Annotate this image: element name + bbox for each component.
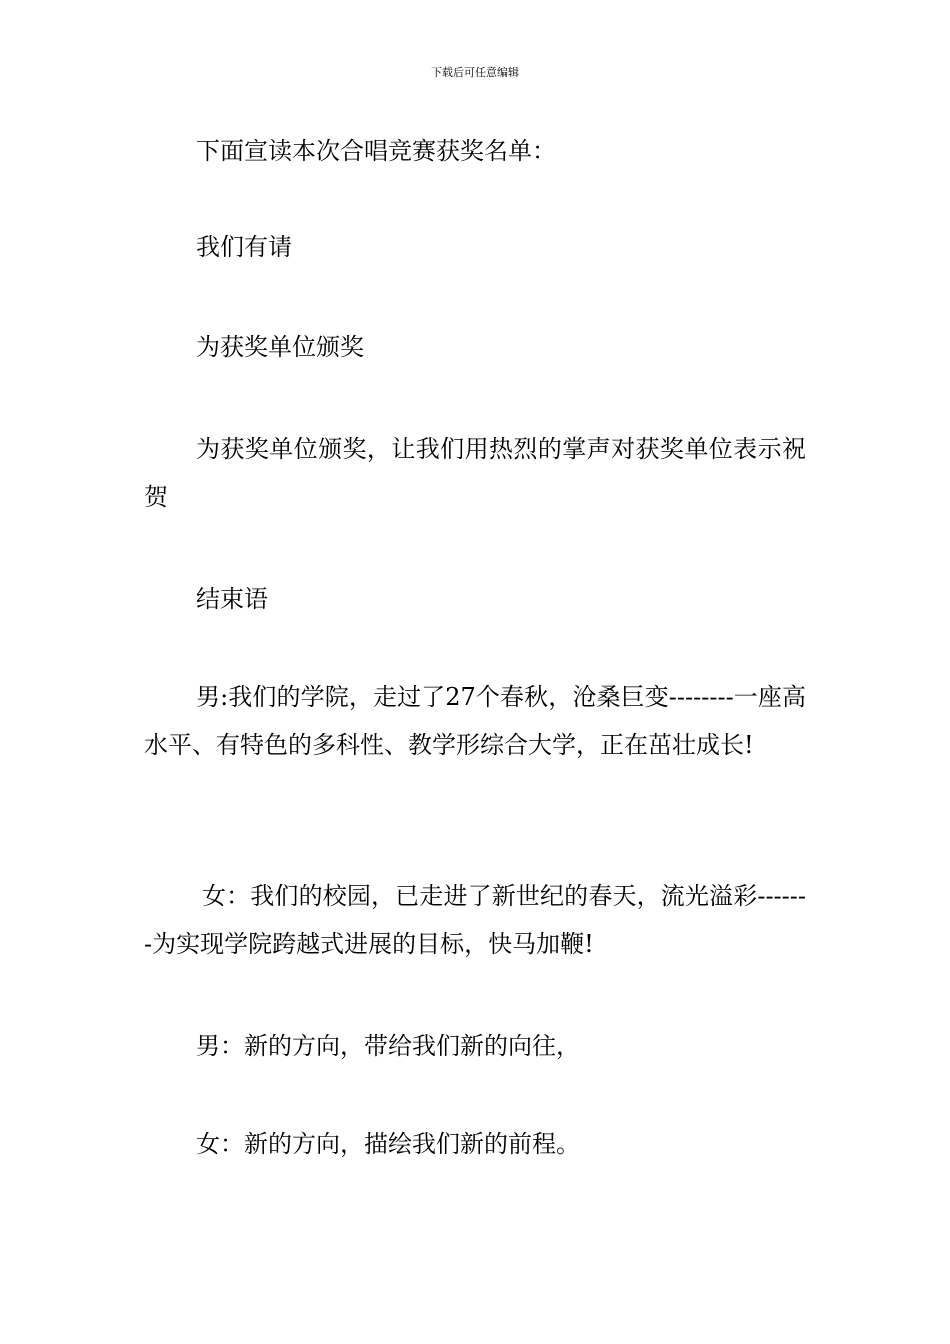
paragraph-present-awards: 为获奖单位颁奖 (196, 333, 364, 361)
paragraph-female-speaker-2: 女：新的方向，描绘我们新的前程。 (196, 1130, 580, 1158)
paragraph-female-speaker-1: 女：我们的校园，已走进了新世纪的春天，流光溢彩-------为实现学院跨越式进展的目标，快马加鞭! (144, 882, 806, 958)
paragraph-closing-heading: 结束语 (196, 585, 268, 613)
paragraph-invite: 我们有请 (196, 233, 292, 261)
paragraph-male-speaker-2: 男：新的方向，带给我们新的向往， (196, 1032, 580, 1060)
header-note: 下载后可任意编辑 (431, 66, 519, 79)
paragraph-award-list-intro: 下面宣读本次合唱竞赛获奖名单： (196, 137, 556, 165)
paragraph-male-speaker-1: 男:我们的学院，走过了27个春秋，沧桑巨变--------一座高水平、有特色的多科性、教学形综合大学，正在茁壮成长! (144, 683, 806, 759)
paragraph-applause: 为获奖单位颁奖，让我们用热烈的掌声对获奖单位表示祝贺 (144, 435, 806, 511)
